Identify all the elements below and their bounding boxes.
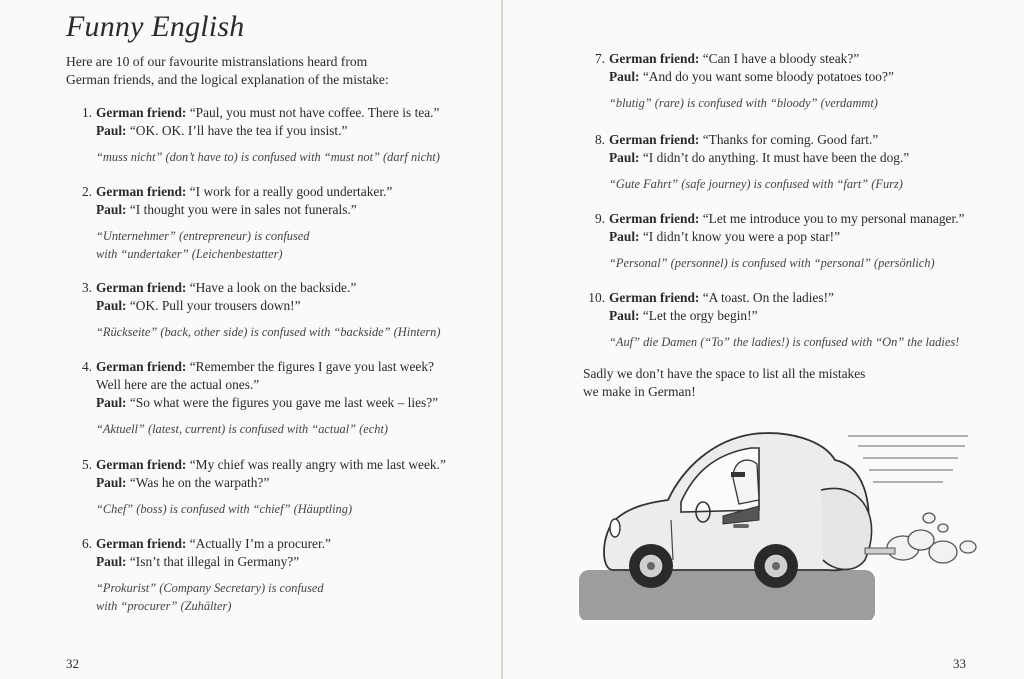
explanation-line: “Unternehmer” (entrepreneur) is confused [96,229,310,243]
dialogue-line [70,553,331,571]
dialogue-text: “Isn’t that illegal in Germany?” [126,554,300,569]
explanation-note [70,420,438,438]
speaker-label: German friend: [609,211,700,226]
explanation-line: “Gute Fahrt” (safe journey) is confused with “fart” (Furz) [609,177,903,191]
dialogue-line [583,210,965,228]
speaker-label: Paul: [96,202,127,217]
item-number: 10. [588,290,605,305]
dialogue-text: “My chief was really angry with me last week.” [186,457,446,472]
dialogue-text: “So what were the figures you gave me last week – lies?” [126,395,439,410]
mistranslation-item [583,131,909,193]
speaker-label: Paul: [96,123,127,138]
left-page [0,0,502,679]
mistranslation-item [70,279,440,341]
dialogue-line [583,289,959,307]
explanation-line: “Aktuell” (latest, current) is confused with “actual” (echt) [96,422,389,436]
dialogue-text: “OK. Pull your trousers down!” [126,298,301,313]
explanation-note [70,500,446,518]
mistranslation-item [70,456,446,518]
mistranslation-item [583,289,959,351]
dialogue-line [70,104,440,122]
dialogue-line [583,307,959,325]
page-number-left: 32 [66,656,79,671]
dialogue-text: “Was he on the warpath?” [126,475,270,490]
explanation-note [583,254,965,272]
explanation-line: “Rückseite” (back, other side) is confused with “backside” (Hintern) [96,325,441,339]
outro-paragraph: Sadly we don’t have the space to list all the mistakes we make in German! [583,366,866,399]
front-wheel [629,544,673,588]
dialogue-text: “Paul, you must not have coffee. There is tea.” [186,105,440,120]
dialogue-line [70,183,392,201]
explanation-line: “blutig” (rare) is confused with “bloody” (verdammt) [609,96,878,110]
explanation-line: “Prokurist” (Company Secretary) is confused [96,581,324,595]
speaker-label: Paul: [96,395,127,410]
item-number: 8. [594,132,605,147]
dialogue-line [70,474,446,492]
dialogue-line [70,279,440,297]
item-number: 2. [81,184,92,199]
speaker-label: German friend: [96,105,187,120]
dialogue-line [583,149,909,167]
item-number: 9. [594,211,605,226]
explanation-note [70,227,392,263]
dialogue-text: “I thought you were in sales not funerals.” [126,202,357,217]
dialogue-text: Well here are the actual ones.” [96,377,260,392]
speaker-label: German friend: [609,132,700,147]
dialogue-text: “Let the orgy begin!” [639,308,758,323]
dialogue-text: “A toast. On the ladies!” [699,290,834,305]
dialogue-line [70,535,331,553]
intro-paragraph: Here are 10 of our favourite mistranslations heard from German friends, and the logical explanation of the mistake: [66,54,389,87]
dialogue-text: “I didn’t know you were a pop star!” [639,229,841,244]
dialogue-text: “Remember the figures I gave you last week? [186,359,435,374]
dialogue-text: “Let me introduce you to my personal manager.” [699,211,965,226]
exhaust-cloud [887,513,976,563]
speed-lines [848,436,968,482]
item-number: 5. [81,457,92,472]
speaker-label: Paul: [609,229,640,244]
mistranslation-item [70,535,331,615]
mistranslation-item [70,183,392,263]
mistranslation-item [70,104,440,166]
dialogue-text: “And do you want some bloody potatoes too?” [639,69,894,84]
cartoon-car-illustration [573,420,993,620]
explanation-line: “Auf” die Damen (“To” the ladies!) is confused with “On” the ladies! [609,335,960,349]
explanation-note [583,175,909,193]
speaker-label: German friend: [96,536,187,551]
explanation-note [583,333,959,351]
dialogue-line [583,50,894,68]
speaker-label: Paul: [609,150,640,165]
dialogue-text: “Have a look on the backside.” [186,280,357,295]
item-number: 1. [81,105,92,120]
dialogue-line [70,394,438,412]
dialogue-line [70,122,440,140]
explanation-line: “muss nicht” (don’t have to) is confused with “must not” (darf nicht) [96,150,440,164]
item-number: 6. [81,536,92,551]
speaker-label: Paul: [96,298,127,313]
speaker-label: Paul: [96,554,127,569]
headlight [610,519,620,537]
explanation-line: “Chef” (boss) is confused with “chief” (Häuptling) [96,502,353,516]
dialogue-line [583,68,894,86]
page-number-right: 33 [953,656,966,671]
explanation-note [583,94,894,112]
item-number: 7. [594,51,605,66]
speaker-label: German friend: [96,280,187,295]
page-title: Funny English [66,10,245,43]
speaker-label: Paul: [609,69,640,84]
item-number: 4. [81,359,92,374]
dialogue-text: “Actually I’m a procurer.” [186,536,331,551]
dialogue-line [583,131,909,149]
speaker-label: German friend: [96,457,187,472]
speaker-label: German friend: [609,290,700,305]
dialogue-text: “OK. OK. I’ll have the tea if you insist.” [126,123,348,138]
dialogue-text: “Can I have a bloody steak?” [699,51,860,66]
right-page [503,0,1024,679]
explanation-line: with “undertaker” (Leichenbestatter) [96,247,283,261]
dialogue-line [70,297,440,315]
item-number: 3. [81,280,92,295]
dialogue-line [70,456,446,474]
road-shadow [579,570,875,620]
speaker-label: German friend: [96,184,187,199]
dialogue-line [70,358,438,376]
mistranslation-item [583,210,965,272]
dialogue-line [70,201,392,219]
dialogue-line [583,228,965,246]
mistranslation-item [583,50,894,112]
speaker-label: Paul: [96,475,127,490]
dialogue-text: “I didn’t do anything. It must have been the dog.” [639,150,910,165]
dialogue-text: “I work for a really good undertaker.” [186,184,393,199]
explanation-line: “Personal” (personnel) is confused with “personal” (persönlich) [609,256,935,270]
speaker-label: Paul: [609,308,640,323]
dialogue-line [70,376,438,394]
speaker-label: German friend: [96,359,187,374]
explanation-line: with “procurer” (Zuhälter) [96,599,232,613]
dialogue-text: “Thanks for coming. Good fart.” [699,132,879,147]
explanation-note [70,323,440,341]
mistranslation-item [70,358,438,438]
explanation-note [70,148,440,166]
explanation-note [70,579,331,615]
speaker-label: German friend: [609,51,700,66]
rear-wheel [754,544,798,588]
